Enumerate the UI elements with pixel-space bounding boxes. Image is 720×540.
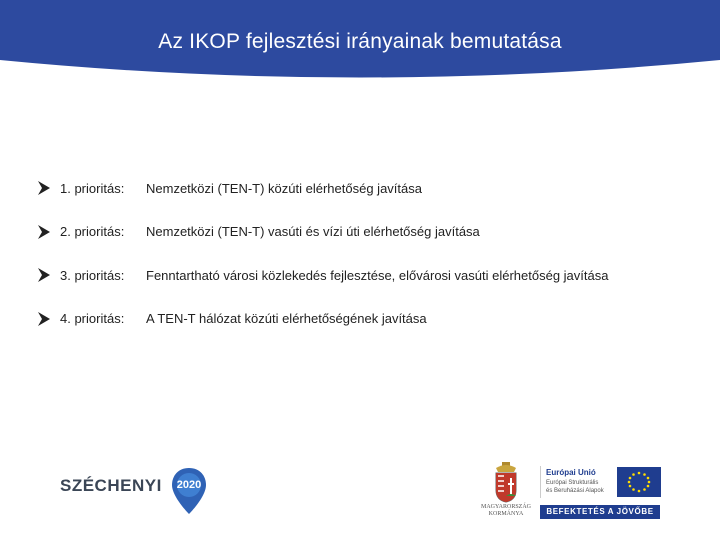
invest-banner: BEFEKTETÉS A JÖVŐBE bbox=[540, 505, 660, 519]
eu-flag-icon bbox=[617, 467, 661, 497]
priority-text: Fenntartható városi közlekedés fejlesztése, elővárosi vasúti elérhetőség javítása bbox=[146, 267, 609, 283]
priority-list bbox=[38, 178, 698, 352]
page-title: Az IKOP fejlesztési irányainak bemutatása bbox=[158, 30, 562, 53]
list-item bbox=[38, 178, 698, 198]
priority-text: A TEN-T hálózat közúti elérhetőségének javítása bbox=[146, 311, 427, 326]
crest-caption bbox=[470, 504, 542, 518]
eu-title: Európai Unió bbox=[546, 468, 596, 477]
arrow-bullet-icon bbox=[38, 268, 50, 282]
eu-sub-line-2: és Beruházási Alapok bbox=[546, 488, 604, 494]
eu-sub-line-1: Európai Strukturális bbox=[546, 480, 599, 486]
location-pin-icon bbox=[168, 466, 210, 516]
priority-label: 1. prioritás: bbox=[60, 180, 125, 196]
eu-label bbox=[540, 466, 613, 498]
title-banner bbox=[0, 0, 720, 80]
priority-text: Nemzetközi (TEN-T) vasúti és vízi úti elérhetőség javítása bbox=[146, 224, 480, 239]
szechenyi-2020-logo bbox=[60, 466, 210, 516]
arrow-bullet-icon bbox=[38, 181, 50, 195]
priority-label: 2. prioritás: bbox=[60, 224, 125, 239]
list-item bbox=[38, 265, 698, 285]
priority-text: Nemzetközi (TEN-T) közúti elérhetőség javítása bbox=[146, 180, 422, 196]
list-item bbox=[38, 309, 698, 329]
list-item bbox=[38, 222, 698, 242]
priority-label: 4. prioritás: bbox=[60, 311, 125, 326]
priority-label: 3. prioritás: bbox=[60, 267, 125, 283]
szechenyi-word: SZÉCHENYI bbox=[60, 476, 162, 495]
crest-line-1: MAGYARORSZÁG bbox=[480, 504, 531, 510]
arrow-bullet-icon bbox=[38, 225, 50, 239]
crest-line-2: KORMÁNYA bbox=[488, 511, 524, 517]
szechenyi-year: 2020 bbox=[176, 479, 202, 491]
eu-subtitle bbox=[546, 479, 604, 495]
arrow-bullet-icon bbox=[38, 312, 50, 326]
